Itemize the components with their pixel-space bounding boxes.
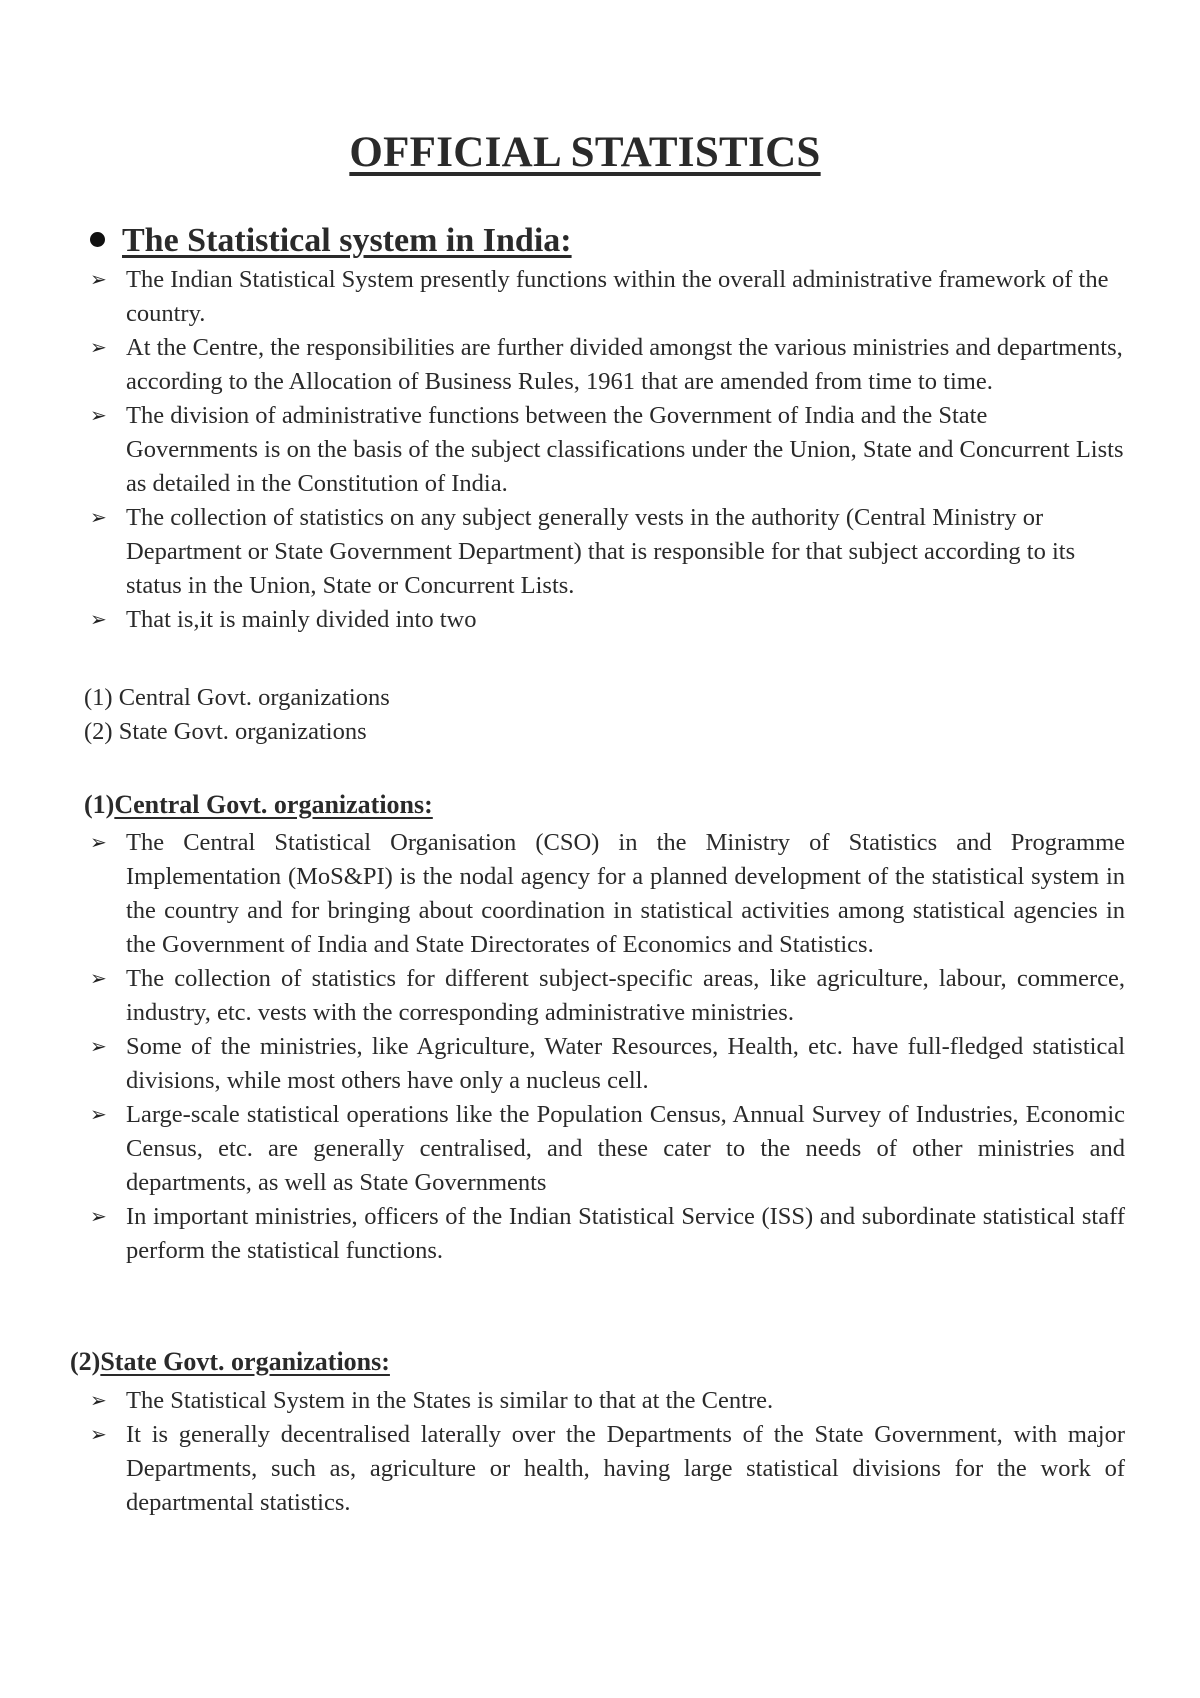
arrow-bullet-icon: ➢ [90, 269, 107, 291]
list-item: ➢ The collection of statistics on any subject generally vests in the authority (Central Ministry or Department or State Government Department) that is responsible for that subject according to its status in the Union, State or Concurrent Lists. [90, 501, 1125, 603]
state-govt-points [90, 1384, 1125, 1520]
numbered-item-central: (1) Central Govt. organizations [84, 684, 390, 711]
list-item: ➢ Large-scale statistical operations like the Population Census, Annual Survey of Industries, Economic Census, etc. are generally centralised, and these cater to the needs of other ministries and departments, as well as State Governments [90, 1098, 1125, 1200]
numbered-item-state: (2) State Govt. organizations [84, 718, 367, 745]
arrow-bullet-icon: ➢ [90, 1036, 107, 1058]
arrow-bullet-icon: ➢ [90, 832, 107, 854]
page-title: OFFICIAL STATISTICS [349, 129, 821, 176]
arrow-bullet-icon: ➢ [90, 1424, 107, 1446]
arrow-bullet-icon: ➢ [90, 968, 107, 990]
list-item: ➢ It is generally decentralised laterally over the Departments of the State Government, with major Departments, such as, agriculture or health, having large statistical divisions for the work of departmental statistics. [90, 1418, 1125, 1520]
statistical-system-points [90, 263, 1125, 637]
arrow-bullet-icon: ➢ [90, 609, 107, 631]
arrow-bullet-icon: ➢ [90, 507, 107, 529]
section-heading-central-govt: (1)Central Govt. organizations: [84, 790, 433, 819]
section-heading-text: The Statistical system in India: [122, 222, 572, 259]
central-govt-points [90, 826, 1125, 1268]
list-item: ➢ That is,it is mainly divided into two [90, 603, 1125, 637]
list-item: ➢ The collection of statistics for different subject-specific areas, like agriculture, labour, commerce, industry, etc. vests with the corresponding administrative ministries. [90, 962, 1125, 1030]
list-item: ➢ In important ministries, officers of the Indian Statistical Service (ISS) and subordinate statistical staff perform the statistical functions. [90, 1200, 1125, 1268]
list-item: ➢ The Central Statistical Organisation (CSO) in the Ministry of Statistics and Programme Implementation (MoS&PI) is the nodal agency for a planned development of the statistical system in the country and for bringing about coordination in statistical activities among statistical agencies in the Government of India and State Directorates of Economics and Statistics. [90, 826, 1125, 962]
list-item: ➢ At the Centre, the responsibilities are further divided amongst the various ministries and departments, according to the Allocation of Business Rules, 1961 that are amended from time to time. [90, 331, 1125, 399]
section-heading-statistical-system [90, 222, 572, 260]
list-item: ➢ The division of administrative functions between the Government of India and the State Governments is on the basis of the subject classifications under the Union, State and Concurrent Lists as detailed in the Constitution of India. [90, 399, 1125, 501]
list-item: ➢ Some of the ministries, like Agriculture, Water Resources, Health, etc. have full-fledged statistical divisions, while most others have only a nucleus cell. [90, 1030, 1125, 1098]
arrow-bullet-icon: ➢ [90, 1206, 107, 1228]
list-item: ➢ The Statistical System in the States is similar to that at the Centre. [90, 1384, 1125, 1418]
arrow-bullet-icon: ➢ [90, 337, 107, 359]
arrow-bullet-icon: ➢ [90, 1390, 107, 1412]
bullet-dot-icon [90, 232, 105, 247]
arrow-bullet-icon: ➢ [90, 405, 107, 427]
arrow-bullet-icon: ➢ [90, 1104, 107, 1126]
list-item: ➢ The Indian Statistical System presently functions within the overall administrative framework of the country. [90, 263, 1125, 331]
section-heading-state-govt: (2)State Govt. organizations: [70, 1347, 390, 1376]
